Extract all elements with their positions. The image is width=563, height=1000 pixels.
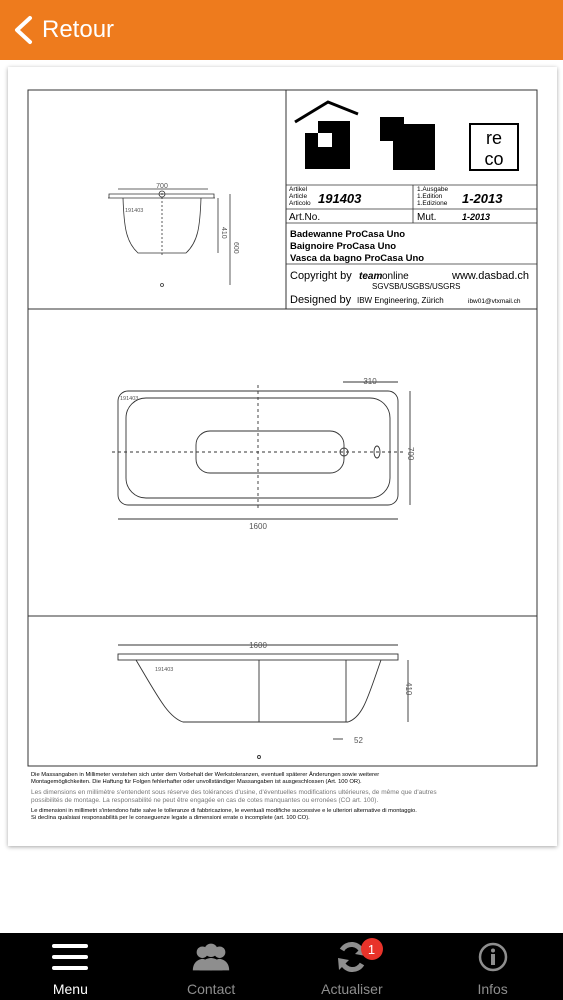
house-logo bbox=[295, 102, 358, 169]
square-logo bbox=[380, 117, 435, 170]
side-view-dim-bottom: 52 bbox=[354, 736, 363, 745]
reco-logo bbox=[470, 124, 518, 170]
mut-value: 1-2013 bbox=[462, 212, 491, 222]
team-brand: team bbox=[359, 271, 383, 282]
article-label-de: Artikel bbox=[289, 186, 308, 193]
end-view-id: 191403 bbox=[125, 208, 144, 214]
associations: SGVSB/USGBS/USGRS bbox=[372, 282, 461, 291]
product-name-it: Vasca da bagno ProCasa Uno bbox=[290, 253, 425, 264]
note-de-2: Montagemöglichkeiten. Die Haftung für Folgen fehlerhafter oder unvollständiger Massangaben ist ausgeschlossen (Art. 100 OR). bbox=[31, 779, 362, 785]
tab-actualiser[interactable] bbox=[282, 933, 423, 1000]
article-label-fr: Article bbox=[289, 193, 308, 200]
top-view-dim-bottom: 1600 bbox=[249, 522, 267, 531]
notification-badge: 1 bbox=[361, 938, 383, 960]
tab-label-contact: Contact bbox=[187, 981, 236, 997]
tab-label-actualiser: Actualiser bbox=[321, 981, 383, 997]
copyright-label: Copyright by bbox=[290, 270, 352, 282]
end-view-height2: 600 bbox=[232, 242, 239, 254]
designer-email: ibw01@vtxmail.ch bbox=[468, 298, 521, 305]
edition-label-de: 1.Ausgabe bbox=[417, 186, 449, 193]
top-view-dim-top: 310 bbox=[363, 377, 377, 386]
note-de-1: Die Massangaben in Millimeter verstehen sich unter dem Vorbehalt der Werkstoleranzen, eventuell späterer Änderungen sowie weiterer bbox=[31, 772, 380, 778]
top-bar bbox=[0, 0, 563, 60]
side-view bbox=[118, 645, 408, 759]
article-number: 191403 bbox=[318, 191, 362, 206]
back-button[interactable] bbox=[0, 0, 114, 60]
end-view-width: 700 bbox=[156, 183, 168, 190]
top-view-dim-right: 700 bbox=[406, 447, 415, 461]
tab-label-menu: Menu bbox=[52, 981, 88, 997]
back-label: Retour bbox=[42, 16, 115, 43]
end-view-height1: 410 bbox=[220, 227, 227, 239]
website: www.dasbad.ch bbox=[452, 270, 530, 282]
designed-label: Designed by bbox=[290, 294, 352, 306]
menu-icon bbox=[51, 942, 89, 972]
edition-value: 1-2013 bbox=[462, 191, 503, 206]
tab-menu[interactable] bbox=[0, 933, 141, 1000]
contacts-icon bbox=[189, 941, 233, 973]
chevron-left-icon bbox=[12, 15, 34, 45]
info-icon bbox=[478, 942, 508, 972]
technical-drawing-document[interactable] bbox=[8, 67, 557, 846]
note-it-1: Le dimensioni in millimetri s'intendono fatte salve le tolleranze di fabbricazione, le eventuali modifiche successive e le ulteriori alternative di montaggio. bbox=[31, 808, 417, 814]
end-view bbox=[108, 189, 230, 287]
designer-name: IBW Engineering, Zürich bbox=[357, 296, 444, 305]
edition-label-it: 1.Edizione bbox=[417, 200, 448, 207]
mut-label: Mut. bbox=[417, 212, 437, 223]
technical-drawing bbox=[8, 67, 557, 846]
top-view bbox=[112, 382, 410, 519]
side-view-id: 191403 bbox=[155, 667, 174, 673]
art-no-label: Art.No. bbox=[289, 212, 321, 223]
note-fr-2: possibilités de montage. La responsabilité ne peut être engagée en cas de cotes manquantes ou erronées (CO art. 100). bbox=[31, 797, 379, 804]
tab-label-infos: Infos bbox=[477, 981, 508, 997]
tab-contact[interactable] bbox=[141, 933, 282, 1000]
bottom-tab-bar bbox=[0, 933, 563, 1000]
note-it-2: Si declina qualsiasi responsabilità per le conseguenze legate a dimensioni errate o incomplete (art. 100 CO). bbox=[31, 815, 310, 821]
edition-label-fr: 1.Edition bbox=[417, 193, 443, 200]
side-view-dim-top: 1600 bbox=[249, 641, 267, 650]
note-fr-1: Les dimensions en millimètre s'entendent sous réserve des tolérances d'usine, d'éventuelles modifications ultérieures, de même que d'autres bbox=[31, 789, 437, 796]
product-name-de: Badewanne ProCasa Uno bbox=[290, 229, 406, 240]
online-word: online bbox=[382, 271, 409, 282]
logo-text-re: re bbox=[485, 128, 503, 148]
tab-infos[interactable] bbox=[422, 933, 563, 1000]
article-label-it: Articolo bbox=[289, 200, 311, 207]
logo-text-co: co bbox=[484, 149, 504, 169]
side-view-dim-right: 410 bbox=[404, 682, 413, 696]
product-name-fr: Baignoire ProCasa Uno bbox=[290, 241, 397, 252]
top-view-id: 191403 bbox=[120, 396, 139, 402]
